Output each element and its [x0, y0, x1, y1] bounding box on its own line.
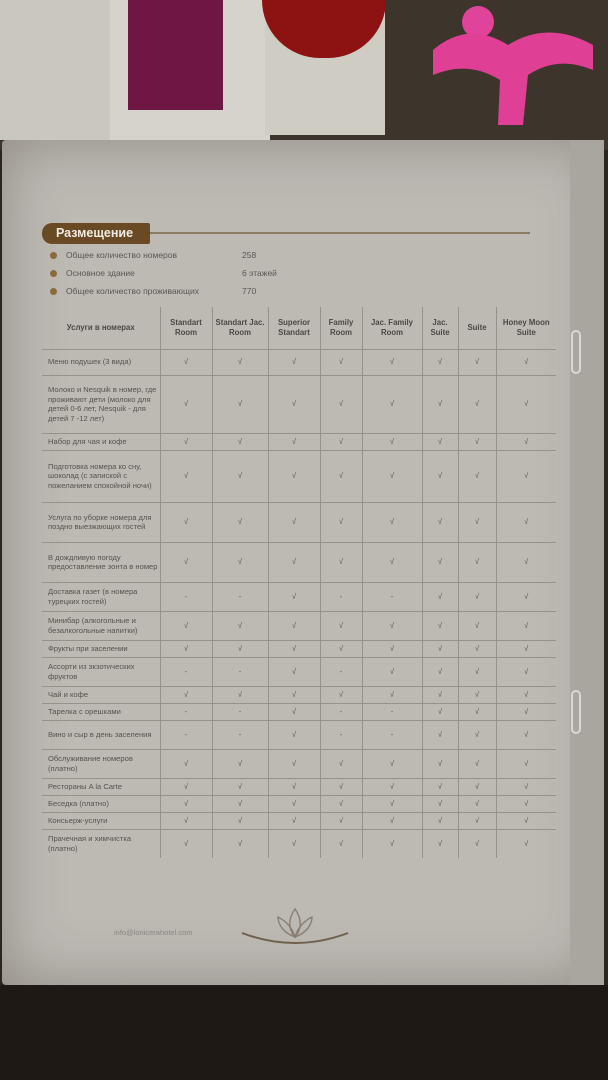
binder-clip-top: [571, 330, 581, 374]
check-mark-cell: √: [422, 450, 458, 502]
table-header-row: [42, 307, 556, 349]
table-row: [42, 829, 556, 858]
service-cell: Услуга по уборке номера для поздно выезжающих гостей: [42, 502, 160, 542]
table-row: [42, 720, 556, 749]
check-mark-cell: √: [496, 749, 556, 778]
stat-label: Общее количество проживающих: [66, 286, 199, 296]
stat-total-guests: [66, 286, 257, 296]
check-mark-cell: √: [320, 749, 362, 778]
dash-cell: -: [160, 720, 212, 749]
stat-total-rooms: [66, 250, 257, 260]
check-mark-cell: √: [320, 349, 362, 375]
stat-label: Общее количество номеров: [66, 250, 178, 260]
check-mark-cell: √: [496, 349, 556, 375]
check-mark-cell: √: [362, 349, 422, 375]
check-mark-cell: √: [458, 349, 496, 375]
stat-value: 770: [242, 286, 257, 296]
check-mark-cell: √: [268, 611, 320, 640]
check-mark-cell: √: [422, 795, 458, 812]
stat-label: Основное здание: [66, 268, 135, 278]
stat-main-building: [66, 268, 277, 278]
check-mark-cell: √: [458, 829, 496, 858]
table-row: [42, 686, 556, 703]
background-paper-left: [0, 0, 115, 140]
dash-cell: -: [160, 703, 212, 720]
check-mark-cell: √: [496, 778, 556, 795]
section-divider: [150, 232, 530, 234]
check-mark-cell: √: [160, 375, 212, 433]
header-service: Услуги в номерах: [66, 323, 135, 332]
check-mark-cell: √: [268, 657, 320, 686]
table-body: [42, 349, 556, 858]
check-mark-cell: √: [496, 450, 556, 502]
check-mark-cell: √: [160, 349, 212, 375]
check-mark-cell: √: [458, 749, 496, 778]
bullet-icon: [50, 270, 57, 277]
table-row: [42, 349, 556, 375]
check-mark-cell: √: [496, 720, 556, 749]
check-mark-cell: √: [268, 795, 320, 812]
dash-cell: -: [320, 703, 362, 720]
check-mark-cell: √: [362, 829, 422, 858]
check-mark-cell: √: [422, 686, 458, 703]
check-mark-cell: √: [320, 375, 362, 433]
check-mark-cell: √: [458, 686, 496, 703]
check-mark-cell: √: [320, 502, 362, 542]
check-mark-cell: √: [212, 686, 268, 703]
check-mark-cell: √: [320, 686, 362, 703]
service-cell: Молоко и Nesquik в номер, где проживают дети (молоко для детей 0-6 лет, Nesquik - для детей 7 -12 лет): [42, 375, 160, 433]
header-column: Honey Moon Suite: [496, 307, 556, 349]
table-row: [42, 611, 556, 640]
check-mark-cell: √: [458, 640, 496, 657]
check-mark-cell: √: [496, 582, 556, 611]
service-cell: Беседка (платно): [42, 795, 160, 812]
service-cell: Доставка газет (в номера турецких гостей): [42, 582, 160, 611]
check-mark-cell: √: [422, 542, 458, 582]
dash-cell: -: [212, 582, 268, 611]
check-mark-cell: √: [496, 611, 556, 640]
table-row: [42, 433, 556, 450]
lotus-logo: [240, 905, 350, 947]
check-mark-cell: √: [362, 433, 422, 450]
check-mark-cell: √: [160, 450, 212, 502]
check-mark-cell: √: [320, 640, 362, 657]
check-mark-cell: √: [268, 640, 320, 657]
service-cell: Ассорти из экзотических фруктов: [42, 657, 160, 686]
check-mark-cell: √: [320, 450, 362, 502]
service-cell: Подготовка номера ко сну, шоколад (с запиской с пожеланием спокойной ночи): [42, 450, 160, 502]
service-cell: Тарелка с орешками: [42, 703, 160, 720]
check-mark-cell: √: [212, 640, 268, 657]
service-cell: Меню подушек (3 вида): [42, 349, 160, 375]
check-mark-cell: √: [496, 812, 556, 829]
stat-value: 258: [242, 250, 257, 260]
service-cell: Минибар (алкогольные и безалкогольные напитки): [42, 611, 160, 640]
table-row: [42, 375, 556, 433]
check-mark-cell: √: [268, 582, 320, 611]
check-mark-cell: √: [422, 375, 458, 433]
binder-clip-bottom: [571, 690, 581, 734]
check-mark-cell: √: [362, 686, 422, 703]
check-mark-cell: √: [268, 812, 320, 829]
header-column: Suite: [458, 307, 496, 349]
bullet-icon: [50, 252, 57, 259]
check-mark-cell: √: [160, 611, 212, 640]
service-cell: Фрукты при заселении: [42, 640, 160, 657]
service-cell: Вино и сыр в день заселения: [42, 720, 160, 749]
check-mark-cell: √: [362, 640, 422, 657]
check-mark-cell: √: [212, 829, 268, 858]
table-row: [42, 749, 556, 778]
check-mark-cell: √: [422, 582, 458, 611]
check-mark-cell: √: [496, 375, 556, 433]
check-mark-cell: √: [362, 812, 422, 829]
check-mark-cell: √: [362, 749, 422, 778]
service-cell: В дождливую погоду предоставление зонта в номер: [42, 542, 160, 582]
header-column: Jac. Suite: [422, 307, 458, 349]
check-mark-cell: √: [496, 657, 556, 686]
check-mark-cell: √: [422, 433, 458, 450]
dash-cell: -: [320, 720, 362, 749]
check-mark-cell: √: [458, 582, 496, 611]
check-mark-cell: √: [212, 812, 268, 829]
check-mark-cell: √: [268, 686, 320, 703]
magazine-cover-image: [128, 0, 223, 110]
check-mark-cell: √: [362, 375, 422, 433]
room-services-table: [42, 307, 556, 858]
dash-cell: -: [320, 657, 362, 686]
check-mark-cell: √: [212, 349, 268, 375]
service-cell: Прачечная и химчистка (платно): [42, 829, 160, 858]
check-mark-cell: √: [160, 433, 212, 450]
dash-cell: -: [160, 582, 212, 611]
service-cell: Рестораны A la Carte: [42, 778, 160, 795]
check-mark-cell: √: [362, 778, 422, 795]
check-mark-cell: √: [268, 502, 320, 542]
table-row: [42, 502, 556, 542]
check-mark-cell: √: [496, 502, 556, 542]
check-mark-cell: √: [496, 829, 556, 858]
check-mark-cell: √: [422, 829, 458, 858]
dash-cell: -: [362, 720, 422, 749]
check-mark-cell: √: [268, 375, 320, 433]
dash-cell: -: [362, 703, 422, 720]
check-mark-cell: √: [422, 703, 458, 720]
check-mark-cell: √: [458, 542, 496, 582]
check-mark-cell: √: [496, 795, 556, 812]
check-mark-cell: √: [422, 778, 458, 795]
header-column: Superior Standart: [268, 307, 320, 349]
check-mark-cell: √: [320, 795, 362, 812]
check-mark-cell: √: [496, 640, 556, 657]
check-mark-cell: √: [458, 778, 496, 795]
check-mark-cell: √: [422, 657, 458, 686]
table-row: [42, 703, 556, 720]
check-mark-cell: √: [160, 640, 212, 657]
check-mark-cell: √: [160, 829, 212, 858]
check-mark-cell: √: [212, 542, 268, 582]
check-mark-cell: √: [268, 542, 320, 582]
check-mark-cell: √: [458, 720, 496, 749]
check-mark-cell: √: [212, 502, 268, 542]
pink-toy-figure: [428, 0, 603, 130]
check-mark-cell: √: [268, 749, 320, 778]
check-mark-cell: √: [212, 433, 268, 450]
check-mark-cell: √: [458, 703, 496, 720]
table-row: [42, 778, 556, 795]
bullet-icon: [50, 288, 57, 295]
check-mark-cell: √: [212, 749, 268, 778]
check-mark-cell: √: [268, 450, 320, 502]
check-mark-cell: √: [320, 812, 362, 829]
check-mark-cell: √: [268, 829, 320, 858]
check-mark-cell: √: [212, 778, 268, 795]
check-mark-cell: √: [320, 829, 362, 858]
check-mark-cell: √: [160, 686, 212, 703]
check-mark-cell: √: [458, 611, 496, 640]
table-row: [42, 795, 556, 812]
page-fold-shadow: [570, 140, 604, 985]
dash-cell: -: [362, 582, 422, 611]
check-mark-cell: √: [268, 349, 320, 375]
check-mark-cell: √: [160, 778, 212, 795]
check-mark-cell: √: [268, 703, 320, 720]
check-mark-cell: √: [458, 812, 496, 829]
dark-foreground: [0, 985, 608, 1080]
check-mark-cell: √: [496, 686, 556, 703]
check-mark-cell: √: [160, 542, 212, 582]
check-mark-cell: √: [362, 542, 422, 582]
check-mark-cell: √: [160, 749, 212, 778]
check-mark-cell: √: [212, 795, 268, 812]
dash-cell: -: [212, 703, 268, 720]
check-mark-cell: √: [458, 657, 496, 686]
check-mark-cell: √: [422, 349, 458, 375]
check-mark-cell: √: [362, 502, 422, 542]
background-magazine: [110, 0, 270, 140]
check-mark-cell: √: [320, 778, 362, 795]
check-mark-cell: √: [212, 375, 268, 433]
check-mark-cell: √: [160, 812, 212, 829]
check-mark-cell: √: [268, 433, 320, 450]
check-mark-cell: √: [160, 502, 212, 542]
check-mark-cell: √: [458, 502, 496, 542]
service-cell: Обслуживание номеров (платно): [42, 749, 160, 778]
check-mark-cell: √: [458, 795, 496, 812]
check-mark-cell: √: [362, 450, 422, 502]
check-mark-cell: √: [268, 778, 320, 795]
check-mark-cell: √: [458, 433, 496, 450]
footer-email: info@lonicerahotel.com: [114, 928, 193, 937]
service-cell: Набор для чая и кофе: [42, 433, 160, 450]
check-mark-cell: √: [496, 433, 556, 450]
table-row: [42, 450, 556, 502]
dash-cell: -: [212, 657, 268, 686]
check-mark-cell: √: [320, 433, 362, 450]
check-mark-cell: √: [212, 611, 268, 640]
check-mark-cell: √: [422, 720, 458, 749]
dash-cell: -: [212, 720, 268, 749]
check-mark-cell: √: [422, 640, 458, 657]
table-row: [42, 657, 556, 686]
check-mark-cell: √: [362, 611, 422, 640]
check-mark-cell: √: [422, 812, 458, 829]
check-mark-cell: √: [268, 720, 320, 749]
check-mark-cell: √: [362, 657, 422, 686]
section-title: Размещение: [42, 223, 150, 244]
check-mark-cell: √: [362, 795, 422, 812]
check-mark-cell: √: [422, 502, 458, 542]
header-column: Standart Room: [160, 307, 212, 349]
check-mark-cell: √: [320, 611, 362, 640]
check-mark-cell: √: [422, 749, 458, 778]
header-column: Standart Jac. Room: [212, 307, 268, 349]
check-mark-cell: √: [160, 795, 212, 812]
check-mark-cell: √: [320, 542, 362, 582]
service-cell: Чай и кофе: [42, 686, 160, 703]
check-mark-cell: √: [496, 542, 556, 582]
table-row: [42, 582, 556, 611]
check-mark-cell: √: [458, 375, 496, 433]
header-column: Jac. Family Room: [362, 307, 422, 349]
check-mark-cell: √: [496, 703, 556, 720]
table-row: [42, 640, 556, 657]
service-cell: Консьерж-услуги: [42, 812, 160, 829]
check-mark-cell: √: [212, 450, 268, 502]
stat-value: 6 этажей: [242, 268, 277, 278]
dash-cell: -: [160, 657, 212, 686]
dash-cell: -: [320, 582, 362, 611]
table-row: [42, 812, 556, 829]
check-mark-cell: √: [422, 611, 458, 640]
header-column: Family Room: [320, 307, 362, 349]
table-row: [42, 542, 556, 582]
check-mark-cell: √: [458, 450, 496, 502]
